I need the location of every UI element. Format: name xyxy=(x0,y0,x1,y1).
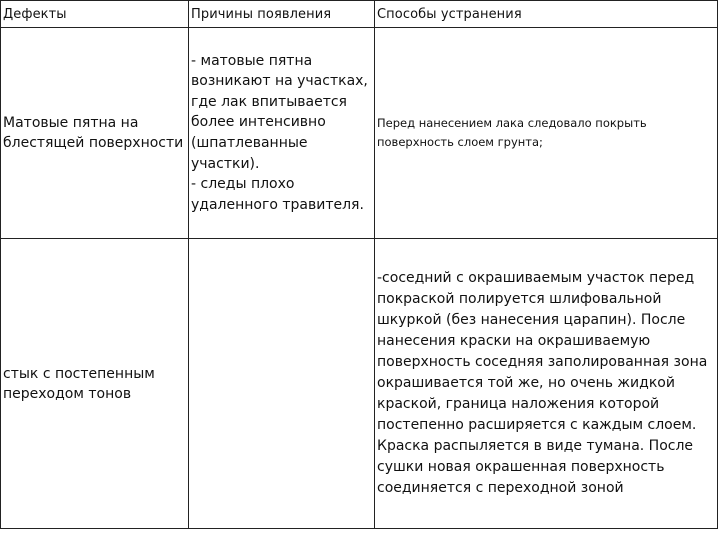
remedy-line: Краска распыляется в виде тумана. После xyxy=(377,438,694,454)
cause-line: - матовые пятна xyxy=(191,52,313,69)
remedy-line: сушки новая окрашенная поверхность xyxy=(377,459,665,475)
cause-line: более интенсивно xyxy=(191,114,326,131)
table-header-row xyxy=(1,1,718,28)
cause-cell-empty xyxy=(189,239,375,529)
remedy-line: краской, граница наложения которой xyxy=(377,396,660,412)
cause-line: удаленного травителя. xyxy=(191,196,364,213)
table-row xyxy=(1,28,718,239)
cause-cell xyxy=(189,28,375,239)
remedy-line: покраской полируется шлифовальной xyxy=(377,291,662,307)
remedy-line: нанесения краски на окрашиваемую xyxy=(377,333,651,349)
remedy-line: окрашивается той же, но очень жидкой xyxy=(377,375,675,391)
defect-line: блестящей поверхности xyxy=(3,135,184,151)
remedy-line: поверхность соседняя заполированная зона xyxy=(377,354,708,370)
remedy-line: шкуркой (без нанесения царапин). После xyxy=(377,312,686,328)
cause-line: (шпатлеванные xyxy=(191,135,308,151)
defect-cell xyxy=(1,239,189,529)
cause-line: - следы плохо xyxy=(191,176,295,193)
defect-line: Матовые пятна на xyxy=(3,115,139,131)
remedy-line: -соседний с окрашиваемым участок перед xyxy=(377,270,695,286)
cause-line: где лак впитывается xyxy=(191,93,347,110)
table-row xyxy=(1,239,718,529)
remedy-line: соединяется с переходной зоной xyxy=(377,480,624,496)
header-remedies: Способы устранения xyxy=(375,1,718,28)
remedy-line: постепенно расширяется с каждым слоем. xyxy=(377,417,697,433)
cause-line: возникают на участках, xyxy=(191,73,368,90)
cause-line: участки). xyxy=(191,155,260,172)
remedy-cell xyxy=(375,239,718,529)
remedy-line: Перед нанесением лака следовало покрыть xyxy=(377,116,647,130)
defect-cell xyxy=(1,28,189,239)
remedy-cell xyxy=(375,28,718,239)
defect-line: стык с постепенным xyxy=(3,365,155,382)
remedy-line: поверхность слоем грунта; xyxy=(377,135,543,149)
header-causes: Причины появления xyxy=(189,1,375,28)
header-defects: Дефекты xyxy=(1,1,189,28)
defect-line: переходом тонов xyxy=(3,385,132,402)
